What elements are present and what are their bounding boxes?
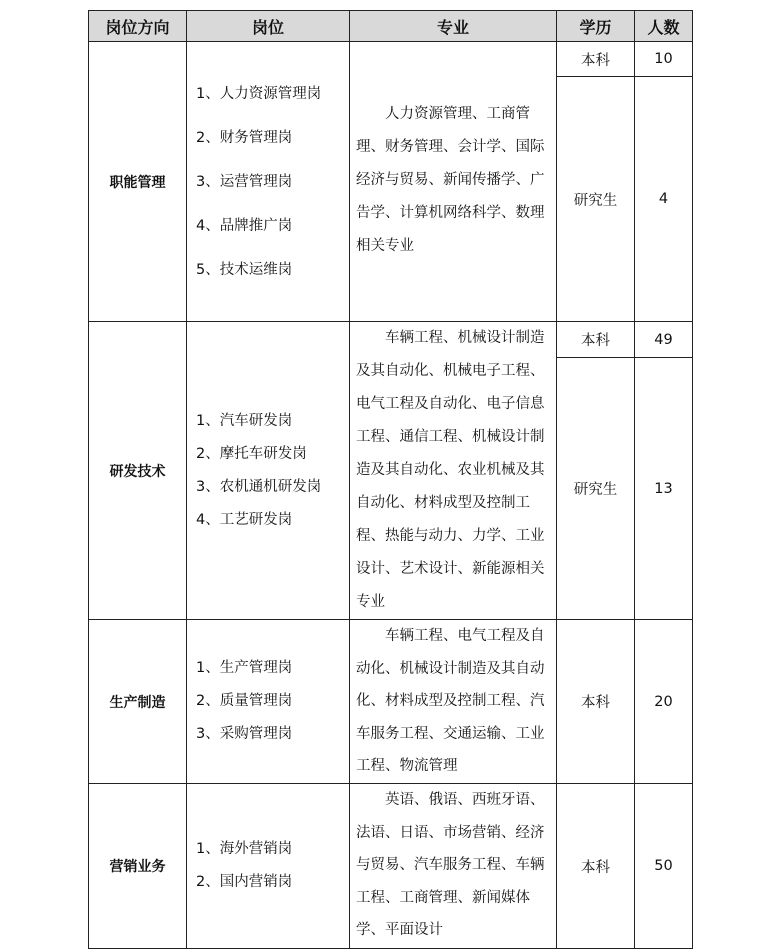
direction-cell: 研发技术 (89, 322, 187, 620)
table-row (89, 784, 693, 949)
count-cell: 50 (635, 784, 693, 949)
positions-cell (187, 784, 350, 949)
direction-cell: 职能管理 (89, 42, 187, 322)
direction-cell: 营销业务 (89, 784, 187, 949)
education-cell: 本科 (557, 322, 635, 358)
education-cell: 本科 (557, 784, 635, 949)
count-cell: 49 (635, 322, 693, 358)
table-row (89, 620, 693, 784)
position-item: 3、采购管理岗 (196, 726, 293, 742)
table-row (89, 42, 693, 77)
position-item: 2、摩托车研发岗 (196, 445, 307, 462)
position-item: 2、财务管理岗 (196, 129, 293, 146)
recruitment-table (88, 10, 693, 949)
header-row (89, 11, 693, 42)
position-item: 3、农机通机研发岗 (196, 478, 322, 495)
major-cell (350, 322, 557, 620)
table-row (89, 322, 693, 358)
position-list (187, 652, 349, 751)
positions-cell (187, 42, 350, 322)
education-cell: 研究生 (557, 358, 635, 620)
position-item: 5、技术运维岗 (196, 261, 293, 278)
major-cell (350, 784, 557, 949)
education-cell: 研究生 (557, 77, 635, 322)
major-cell (350, 620, 557, 784)
position-list (187, 405, 349, 537)
positions-cell (187, 322, 350, 620)
count-cell: 13 (635, 358, 693, 620)
position-item: 1、海外营销岗 (196, 841, 293, 857)
major-text: 车辆工程、机械设计制造及其自动化、机械电子工程、电气工程及自动化、电子信息工程、通信工程、机械设计制造及其自动化、农业机械及其自动化、材料成型及控制工程、热能与动力、力学、工业设计、艺术设计、新能源相关专业 (356, 330, 545, 610)
major-text: 车辆工程、电气工程及自动化、机械设计制造及其自动化、材料成型及控制工程、汽车服务工程、交通运输、工业工程、物流管理 (356, 628, 545, 774)
header-major: 专业 (350, 11, 557, 42)
positions-cell (187, 620, 350, 784)
direction-cell: 生产制造 (89, 620, 187, 784)
header-direction: 岗位方向 (89, 11, 187, 42)
header-education: 学历 (557, 11, 635, 42)
education-cell: 本科 (557, 620, 635, 784)
major-text: 英语、俄语、西班牙语、法语、日语、市场营销、经济与贸易、汽车服务工程、车辆工程、工商管理、新闻媒体学、平面设计 (356, 792, 545, 938)
position-item: 1、生产管理岗 (196, 660, 293, 676)
major-cell (350, 42, 557, 322)
count-cell: 20 (635, 620, 693, 784)
position-list (187, 72, 349, 292)
count-cell: 10 (635, 42, 693, 77)
education-cell: 本科 (557, 42, 635, 77)
position-item: 1、汽车研发岗 (196, 412, 293, 429)
position-item: 2、国内营销岗 (196, 874, 293, 890)
count-cell: 4 (635, 77, 693, 322)
position-item: 4、品牌推广岗 (196, 217, 293, 234)
position-item: 2、质量管理岗 (196, 693, 293, 709)
position-item: 3、运营管理岗 (196, 173, 293, 190)
position-item: 4、工艺研发岗 (196, 511, 293, 528)
major-text: 人力资源管理、工商管理、财务管理、会计学、国际经济与贸易、新闻传播学、广告学、计算机网络科学、数理相关专业 (356, 106, 545, 254)
header-count: 人数 (635, 11, 693, 42)
position-list (187, 833, 349, 899)
header-position: 岗位 (187, 11, 350, 42)
position-item: 1、人力资源管理岗 (196, 85, 322, 102)
